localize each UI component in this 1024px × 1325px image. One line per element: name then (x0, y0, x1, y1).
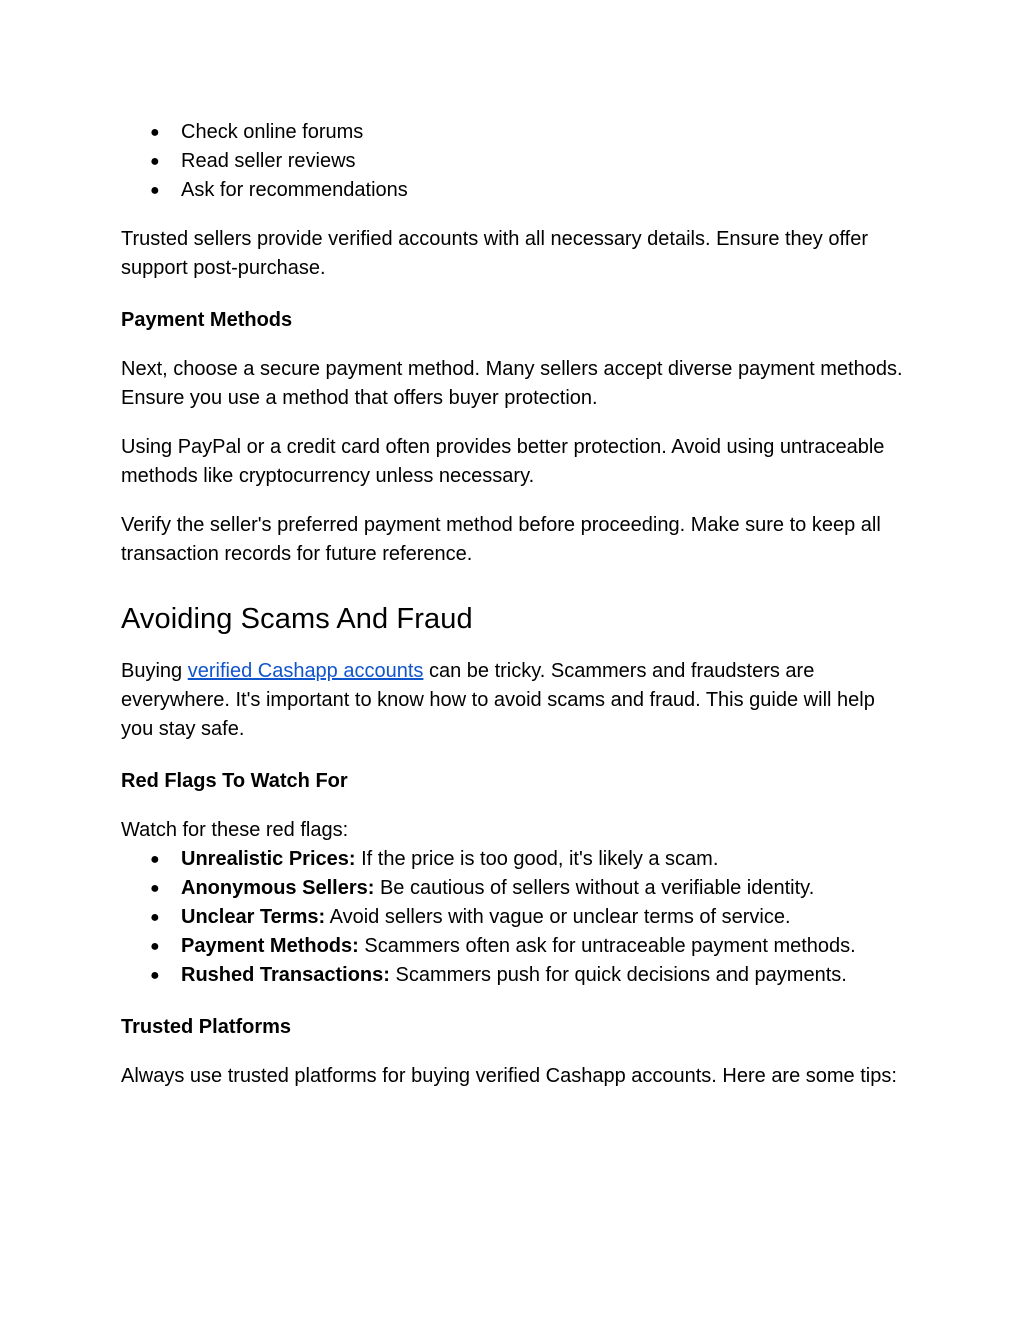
trusted-platforms-heading: Trusted Platforms (121, 1016, 292, 1038)
bullet-icon: ● (150, 153, 160, 170)
list-item: ● Check online forums (121, 118, 904, 147)
bullet-icon: ● (150, 880, 160, 897)
bullet-icon: ● (150, 967, 160, 984)
platforms-paragraph: Always use trusted platforms for buying verified Cashapp accounts. Here are some tips: (121, 1065, 897, 1087)
list-item: ● Unclear Terms: Avoid sellers with vague or unclear terms of service. (121, 903, 904, 932)
section-title: Avoiding Scams And Fraud (121, 603, 473, 635)
list-item: ● Rushed Transactions: Scammers push for quick decisions and payments. (121, 961, 904, 990)
red-flags-heading: Red Flags To Watch For (121, 770, 348, 792)
list-item: ● Unrealistic Prices: If the price is too good, it's likely a scam. (121, 845, 904, 874)
research-tips-list (121, 118, 904, 205)
verified-cashapp-link[interactable]: verified Cashapp accounts (187, 660, 424, 682)
payment-paragraph-2: Using PayPal or a credit card often provides better protection. Avoid using untraceable methods like cryptocurrency unless necessary. (121, 436, 885, 487)
intro-paragraph: Buying verified Cashapp accounts can be tricky. Scammers and fraudsters are everywhere. It's important to know how to avoid scams and fraud. This guide will help you stay safe. (121, 660, 875, 740)
list-item: ● Payment Methods: Scammers often ask for untraceable payment methods. (121, 932, 904, 961)
payment-paragraph-3: Verify the seller's preferred payment method before proceeding. Make sure to keep all transaction records for future reference. (121, 514, 881, 565)
bullet-icon: ● (150, 938, 160, 955)
list-item: ● Ask for recommendations (121, 176, 904, 205)
bullet-icon: ● (150, 851, 160, 868)
bullet-icon: ● (150, 909, 160, 926)
watch-paragraph: Watch for these red flags: (121, 819, 349, 841)
list-item: ● Anonymous Sellers: Be cautious of sellers without a verifiable identity. (121, 874, 904, 903)
bullet-icon: ● (150, 124, 160, 141)
payment-paragraph-1: Next, choose a secure payment method. Many sellers accept diverse payment methods. Ensure you use a method that offers buyer protection. (121, 358, 903, 409)
trusted-sellers-paragraph: Trusted sellers provide verified accounts with all necessary details. Ensure they offer support post-purchase. (121, 228, 869, 279)
list-item: ● Read seller reviews (121, 147, 904, 176)
payment-methods-heading: Payment Methods (121, 309, 293, 331)
bullet-icon: ● (150, 182, 160, 199)
red-flags-list (121, 845, 904, 990)
